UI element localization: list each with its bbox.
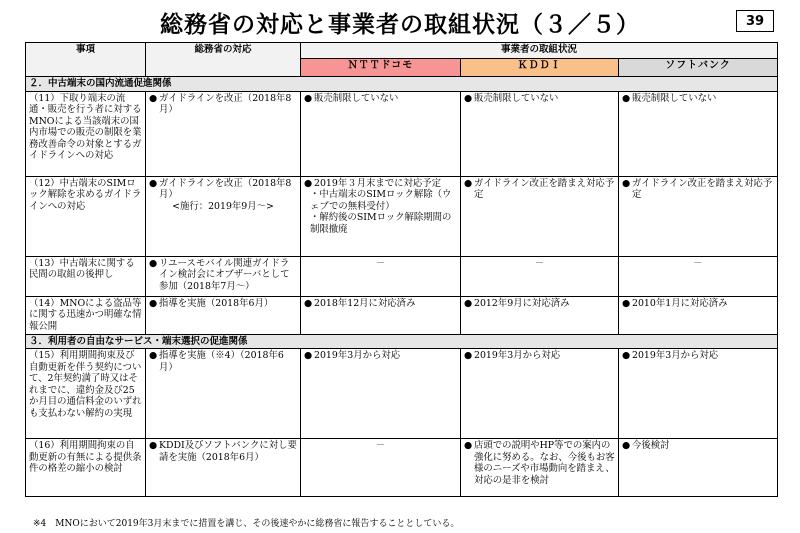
docomo-cell: ● 販売制限していない [301, 91, 461, 176]
docomo-cell: ● 2019年３月末までに対応予定 ・中古端末のSIMロック解除（ウェブでの無料受付） ・解約後のSIMロック解除期間の制限撤廃 [301, 176, 461, 256]
header-operators-group: 事業者の取組状況 [301, 43, 778, 59]
softbank-cell: ● 2010年1月に対応済み [619, 296, 778, 334]
header-item: 事項 [26, 43, 146, 77]
page-number: 39 [736, 10, 774, 32]
header-docomo: ＮＴＴドコモ [301, 59, 461, 77]
kddi-cell: ● 店頭での説明やHP等での案内の強化に努める。なお、今後もお客様のニーズや市場動向を踏まえ、対応の是非を検討 [461, 439, 619, 497]
ministry-cell: ● ガイドラインを改正（2018年8月） [146, 91, 301, 176]
ministry-cell: ● リユースモバイル関連ガイドライン検討会にオブザーバとして参加（2018年7月～） [146, 256, 301, 296]
header-kddi: ＫＤＤＩ [461, 59, 619, 77]
softbank-cell: ● ガイドライン改正を踏まえ対応予定 [619, 176, 778, 256]
section-title: ３．利用者の自由なサービス・端末選択の促進関係 [26, 334, 778, 349]
docomo-sub-item: ・解約後のSIMロック解除期間の制限撤廃 [310, 212, 452, 235]
softbank-cell: ● 販売制限していない [619, 91, 778, 176]
section-title: ２．中古端末の国内流通促進関係 [26, 77, 778, 92]
docomo-cell: － [301, 256, 461, 296]
ministry-cell: ● 指導を実施（※4）（2018年6月） [146, 349, 301, 439]
softbank-cell: － [619, 256, 778, 296]
softbank-cell: ● 2019年3月から対応 [619, 349, 778, 439]
page-title: 総務省の対応と事業者の取組状況（３／５） [160, 12, 640, 38]
item-cell: （16）利用期間拘束の自動更新の有無による提供条件の格差の縮小の検討 [26, 439, 146, 497]
docomo-cell: － [301, 439, 461, 497]
kddi-cell: ● 2019年3月から対応 [461, 349, 619, 439]
item-cell: （13）中古端末に関する民間の取組の後押し [26, 256, 146, 296]
item-cell: （15）利用期間拘束及び自動更新を伴う契約について、2年契約満了時又はそれまでに、違約金及び25か月目の通信料金のいずれも支払わない解約の実現 [26, 349, 146, 439]
docomo-cell: ● 2019年3月から対応 [301, 349, 461, 439]
softbank-cell: ● 今後検討 [619, 439, 778, 497]
kddi-cell: ● 販売制限していない [461, 91, 619, 176]
docomo-cell: ● 2018年12月に対応済み [301, 296, 461, 334]
kddi-cell: ● ガイドライン改正を踏まえ対応予定 [461, 176, 619, 256]
ministry-cell: ● ガイドラインを改正（2018年8月） <施行：2019年9月～> [146, 176, 301, 256]
ministry-cell: ● KDDI及びソフトバンクに対し要請を実施（2018年6月） [146, 439, 301, 497]
item-cell: （12）中古端末のSIMロック解除を求めるガイドラインへの対応 [26, 176, 146, 256]
ministry-cell: ● 指導を実施（2018年6月） [146, 296, 301, 334]
kddi-cell: － [461, 256, 619, 296]
docomo-sub-item: ・中古端末のSIMロック解除（ウェブでの無料受付） [310, 189, 452, 212]
item-cell: （14）MNOによる盗品等に関する迅速かつ明確な情報公開 [26, 296, 146, 334]
ministry-note: <施行：2019年9月～> [172, 200, 274, 212]
header-softbank: ソフトバンク [619, 59, 778, 77]
status-table [25, 42, 778, 497]
item-cell: （11）下取り端末の流通・販売を行う者に対するMNOによる当該端末の国内市場での販売の制限を業務改善命令の対象とするガイドラインへの対応 [26, 91, 146, 176]
kddi-cell: ● 2012年9月に対応済み [461, 296, 619, 334]
footnote: ※4 MNOにおいて2019年3月末までに措置を講じ、その後速やかに総務省に報告することとしている。 [33, 519, 460, 529]
header-ministry: 総務省の対応 [146, 43, 301, 77]
